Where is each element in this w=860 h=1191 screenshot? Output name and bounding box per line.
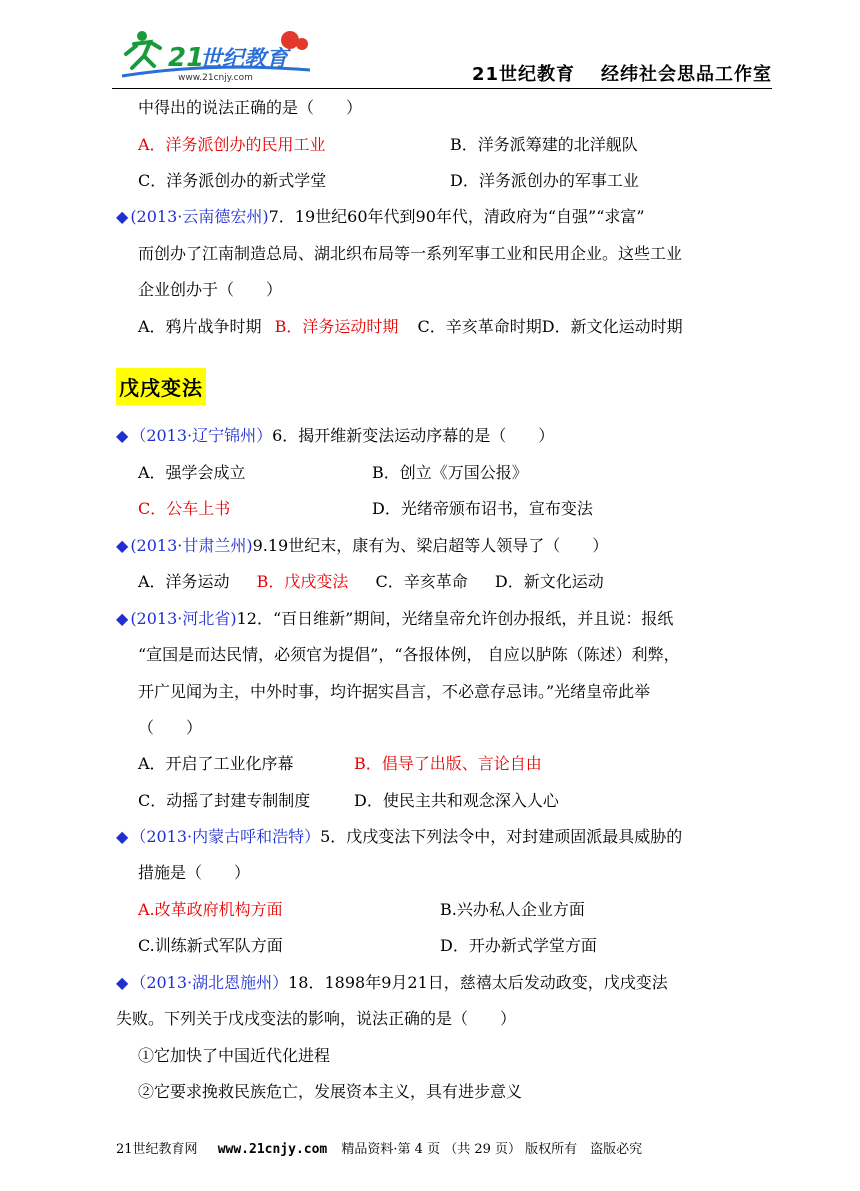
svg-text:21: 21 [168,43,205,73]
header-title-right: 经纬社会思品工作室 [601,64,772,85]
question-stem: 7．19世纪60年代到90年代，清政府为“自强”“求富” [268,207,645,226]
option-b: B．洋务派筹建的北洋舰队 [450,135,638,154]
question-hebei [116,609,673,629]
option-d: D．使民主共和观念深入人心 [354,791,559,810]
option-a: A．鸦片战争时期 [138,317,262,336]
question-source: （2013·辽宁锦州） [130,426,273,445]
question-enshi [116,973,668,993]
option-b: B.兴办私人企业方面 [440,900,585,919]
header-title [472,60,772,86]
page-footer [116,1138,642,1157]
option-d: D．开办新式学堂方面 [440,936,597,955]
option-b-answer: B．戊戌变法 [256,572,349,591]
diamond-bullet-icon: ◆ [116,609,129,628]
question-source: （2013·内蒙古呼和浩特） [130,827,321,846]
option-a: A．强学会成立 [138,463,246,482]
question-stem: 18．1898年9月21日，慈禧太后发动政变，戊戌变法 [288,973,668,992]
header-title-left: 21世纪教育 [471,64,575,85]
option-b-answer: B．洋务运动时期 [274,317,399,336]
question-source: (2013·甘肃兰州) [130,536,253,555]
question-jinzhou [116,426,554,446]
option-d: D．新文化运动 [494,572,604,591]
option-b-answer: B．倡导了出版、言论自由 [354,754,542,773]
question-stem-line: 而创办了江南制造总局、湖北织布局等一系列军事工业和民用企业。这些工业 [138,244,683,263]
diamond-bullet-icon: ◆ [116,536,129,555]
option-b: B．创立《万国公报》 [372,463,528,482]
question-huhehaote [116,827,682,847]
option-a: A．洋务运动 [138,572,230,591]
question-stem: 12．“百日维新”期间，光绪皇帝允许创办报纸，并且说：报纸 [236,609,674,628]
question-stem-line: （ ） [138,718,203,737]
question-stem: 9.19世纪末，康有为、梁启超等人领导了（ ） [252,536,609,555]
statement-item: ①它加快了中国近代化进程 [138,1046,331,1065]
option-c-answer: C．公车上书 [138,499,231,518]
diamond-bullet-icon: ◆ [116,207,129,226]
question-lanzhou [116,536,608,556]
option-c: C．辛亥革命 [375,572,468,591]
diamond-bullet-icon: ◆ [116,973,129,992]
options-row [138,317,683,337]
diamond-bullet-icon: ◆ [116,827,129,846]
question-source: (2013·河北省) [130,609,237,628]
option-c: C．动摇了封建专制制度 [138,791,311,810]
question-stem-line: “宣国是而达民情，必须官为提倡”，“各报体例， 自应以胪陈（陈述）利弊， [138,645,680,664]
header-divider [112,88,772,89]
question-stem: 5．戊戌变法下列法令中，对封建顽固派最具威胁的 [320,827,683,846]
statement-item: ②它要求挽救民族危亡，发展资本主义，具有进步意义 [138,1082,523,1101]
option-d: D．洋务派创办的军事工业 [450,171,639,190]
option-a-answer: A．洋务派创办的民用工业 [138,135,326,154]
option-c: C.训练新式军队方面 [138,936,283,955]
option-c: C．辛亥革命时期 [417,317,542,336]
page-header [112,22,772,90]
question-stem-line: 失败。下列关于戊戌变法的影响，说法正确的是（ ） [116,1009,517,1028]
21cnjy-logo [120,22,320,84]
footer-url[interactable]: www.21cnjy.com [217,1142,328,1157]
option-c: C．洋务派创办的新式学堂 [138,171,327,190]
question-stem: 6．揭开维新变法运动序幕的是（ ） [272,426,555,445]
question-stem-line: 措施是（ ） [138,863,251,882]
footer-info: 精品资料·第 4 页 （共 29 页） 版权所有 盗版必究 [341,1142,643,1157]
question-stem: 中得出的说法正确的是（ ） [138,98,363,117]
option-a-answer: A.改革政府机构方面 [138,900,283,919]
footer-site: 21世纪教育网 [116,1142,198,1157]
question-stem-line: 开广见闻为主，中外时事，均许据实昌言，不必意存忌讳。”光绪皇帝此举 [138,682,651,701]
logo-text: 世纪教育 [200,47,289,72]
diamond-bullet-icon: ◆ [116,426,129,445]
option-a: A．开启了工业化序幕 [138,754,294,773]
logo-url: www.21cnjy.com [178,73,253,83]
option-d: D．光绪帝颁布诏书，宣布变法 [372,499,593,518]
question-source: (2013·云南德宏州) [130,207,269,226]
question-source: （2013·湖北恩施州） [130,973,289,992]
option-d: D．新文化运动时期 [541,317,683,336]
question-stem-line: 企业创办于（ ） [138,280,283,299]
question-dehong [116,207,645,227]
section-title: 戊戌变法 [116,368,206,405]
options-row [138,572,604,592]
